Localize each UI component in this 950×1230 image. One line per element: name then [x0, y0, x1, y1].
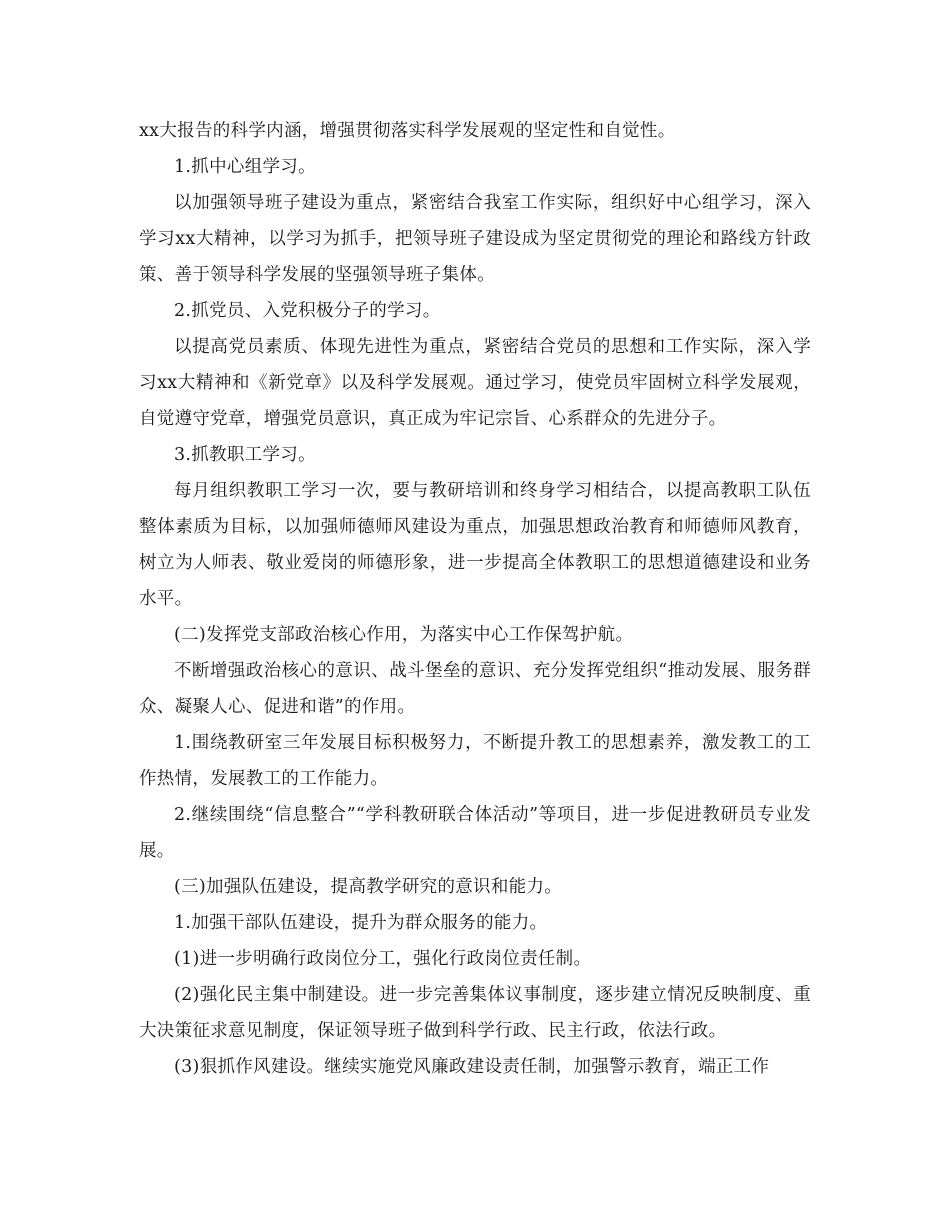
- paragraph: 以加强领导班子建设为重点，紧密结合我室工作实际，组织好中心组学习，深入学习xx大精神，以学习为抓手，把领导班子建设成为坚定贯彻党的理论和路线方针政策、善于领导科学发展的坚强领导班子集体。: [139, 193, 811, 285]
- paragraph: 以提高党员素质、体现先进性为重点，紧密结合党员的思想和工作实际，深入学习xx大精神和《新党章》以及科学发展观。通过学习，使党员牢固树立科学发展观，自觉遵守党章，增强党员意识，真正成为牢记宗旨、心系群众的先进分子。: [139, 337, 811, 429]
- section-heading: 3.抓教职工学习。: [174, 445, 316, 465]
- section-heading: 2.抓党员、入党积极分子的学习。: [174, 301, 441, 321]
- section-heading: 1.抓中心组学习。: [174, 157, 316, 177]
- paragraph: 2.继续围绕“信息整合”“学科教研联合体活动”等项目，进一步促进教研员专业发展。: [139, 805, 811, 861]
- paragraph: (3)狠抓作风建设。继续实施党风廉政建设责任制，加强警示教育，端正工作: [174, 1057, 770, 1077]
- paragraph: (2)强化民主集中制建设。进一步完善集体议事制度，逐步建立情况反映制度、重大决策征求意见制度，保证领导班子做到科学行政、民主行政，依法行政。: [139, 985, 811, 1041]
- section-heading: (二)发挥党支部政治核心作用，为落实中心工作保驾护航。: [174, 625, 634, 645]
- section-heading: (三)加强队伍建设，提高教学研究的意识和能力。: [174, 877, 563, 897]
- paragraph: 1.加强干部队伍建设，提升为群众服务的能力。: [174, 913, 548, 933]
- paragraph: 每月组织教职工学习一次，要与教研培训和终身学习相结合，以提高教职工队伍整体素质为目标，以加强师德师风建设为重点，加强思想政治教育和师德师风教育，树立为人师表、敬业爱岗的师德形象，进一步提高全体教职工的思想道德建设和业务水平。: [139, 481, 811, 609]
- paragraph: (1)进一步明确行政岗位分工，强化行政岗位责任制。: [174, 949, 592, 969]
- document-body: [139, 113, 811, 1085]
- paragraph: 1.围绕教研室三年发展目标积极努力，不断提升教工的思想素养，激发教工的工作热情，发展教工的工作能力。: [139, 733, 811, 789]
- paragraph: xx大报告的科学内涵，增强贯彻落实科学发展观的坚定性和自觉性。: [139, 121, 676, 141]
- paragraph: 不断增强政治核心的意识、战斗堡垒的意识、充分发挥党组织“推动发展、服务群众、凝聚人心、促进和谐”的作用。: [139, 661, 811, 717]
